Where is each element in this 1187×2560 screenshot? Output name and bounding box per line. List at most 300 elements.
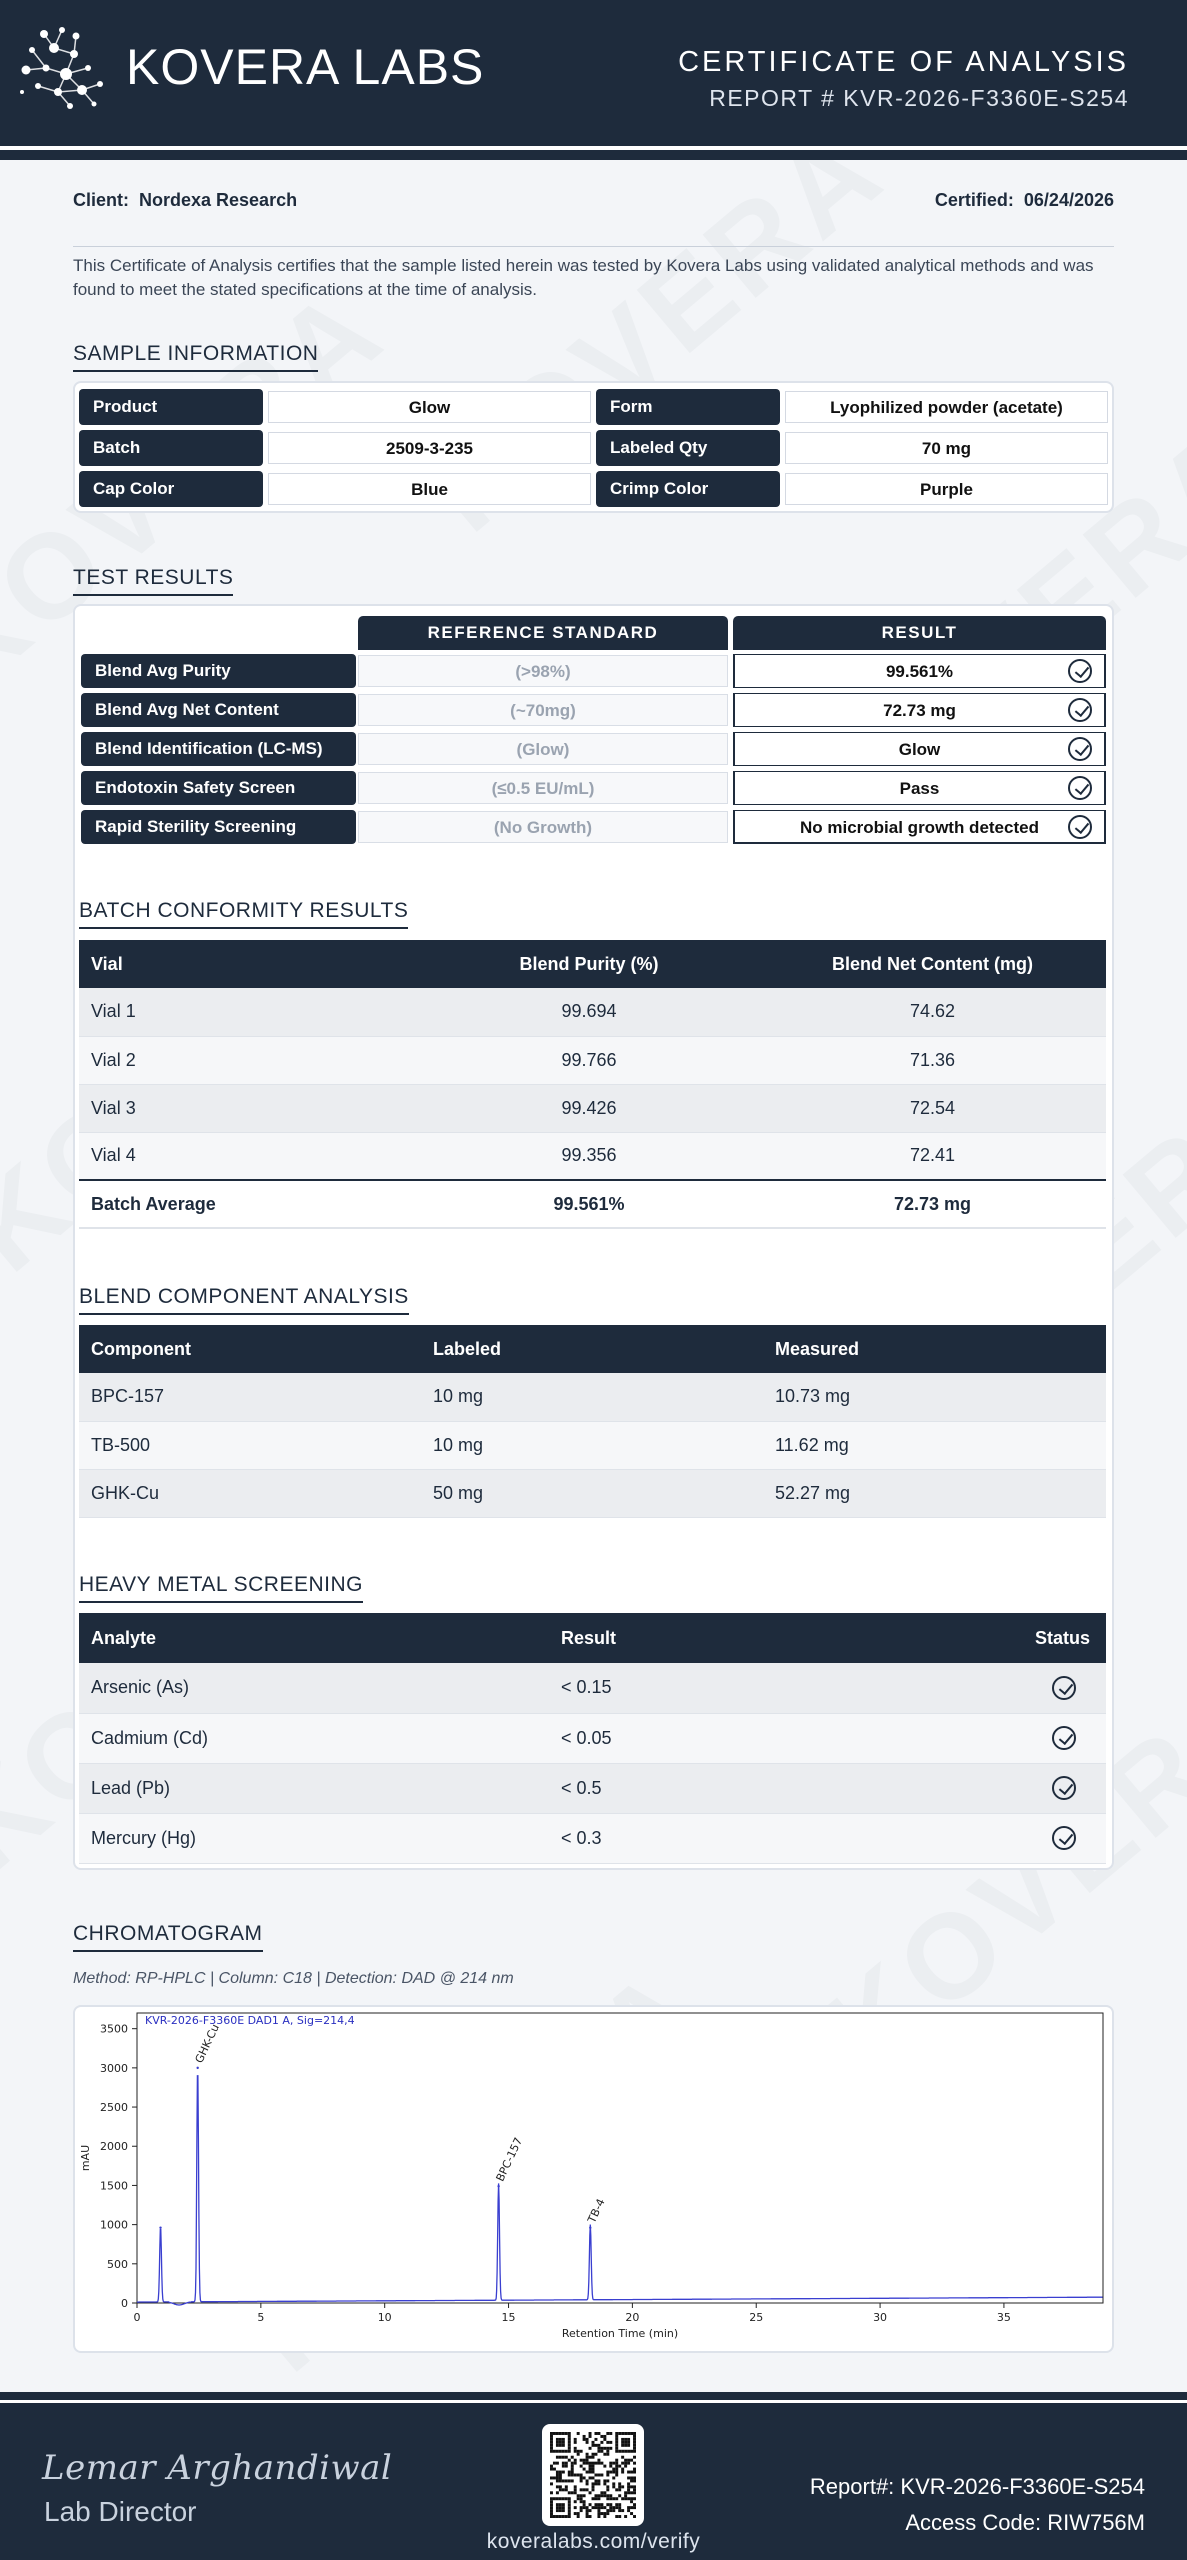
divider: [73, 246, 1114, 247]
qr-module: [603, 2479, 606, 2482]
qr-module: [618, 2494, 621, 2497]
qr-module: [615, 2488, 618, 2491]
client-label: Client:: [73, 190, 129, 210]
qr-module: [583, 2488, 586, 2491]
qr-module: [633, 2450, 636, 2453]
qr-module: [559, 2509, 562, 2512]
qr-module: [624, 2465, 627, 2468]
qr-module: [565, 2450, 568, 2453]
qr-module: [627, 2506, 630, 2509]
qr-module: [550, 2482, 553, 2485]
qr-module: [568, 2491, 571, 2494]
qr-module: [562, 2438, 565, 2441]
qr-module: [562, 2444, 565, 2447]
qr-module: [594, 2479, 597, 2482]
qr-module: [580, 2479, 583, 2482]
qr-module: [556, 2438, 559, 2441]
qr-module: [627, 2441, 630, 2444]
qr-module: [559, 2432, 562, 2435]
qr-module: [559, 2503, 562, 2506]
qr-module: [568, 2471, 571, 2474]
qr-module: [597, 2459, 600, 2462]
qr-module: [550, 2447, 553, 2450]
column-header: Labeled: [421, 1325, 763, 1373]
chromatogram-panel: [73, 2005, 1114, 2353]
qr-module: [577, 2512, 580, 2515]
qr-module: [606, 2485, 609, 2488]
qr-module: [586, 2453, 589, 2456]
qr-module: [568, 2479, 571, 2482]
qr-module: [630, 2432, 633, 2435]
qr-module: [627, 2485, 630, 2488]
qr-module: [606, 2497, 609, 2500]
heavy-metal-table: [79, 1613, 1106, 1864]
test-result: [733, 693, 1106, 727]
qr-module: [586, 2462, 589, 2465]
qr-module: [627, 2444, 630, 2447]
qr-module: [586, 2506, 589, 2509]
qr-module: [597, 2450, 600, 2453]
qr-module: [633, 2506, 636, 2509]
section-title-heavy-metal: HEAVY METAL SCREENING: [79, 1573, 363, 1603]
qr-module: [633, 2456, 636, 2459]
qr-module: [633, 2441, 636, 2444]
qr-module: [586, 2488, 589, 2491]
qr-module: [550, 2432, 553, 2435]
qr-module: [597, 2432, 600, 2435]
status-cell: [949, 1663, 1106, 1713]
qr-module: [615, 2441, 618, 2444]
qr-module: [556, 2462, 559, 2465]
qr-module: [597, 2512, 600, 2515]
qr-module: [627, 2509, 630, 2512]
qr-module: [556, 2474, 559, 2477]
qr-module: [583, 2435, 586, 2438]
qr-module: [618, 2503, 621, 2506]
qr-module: [586, 2479, 589, 2482]
qr-module: [580, 2476, 583, 2479]
qr-module: [597, 2479, 600, 2482]
qr-module: [612, 2485, 615, 2488]
qr-module: [559, 2441, 562, 2444]
qr-module: [597, 2503, 600, 2506]
qr-module: [597, 2447, 600, 2450]
sample-value: Blue: [268, 473, 591, 505]
qr-module: [550, 2468, 553, 2471]
table-row: [79, 1421, 1106, 1469]
qr-module: [574, 2488, 577, 2491]
column-header: Status: [949, 1613, 1106, 1663]
qr-module: [568, 2497, 571, 2500]
qr-module: [615, 2465, 618, 2468]
test-result-value: 99.561%: [885, 662, 954, 681]
qr-module: [624, 2515, 627, 2518]
qr-module: [592, 2465, 595, 2468]
table-cell: < 0.3: [549, 1813, 949, 1863]
qr-module: [600, 2503, 603, 2506]
check-icon: [1068, 737, 1092, 761]
intro-paragraph: This Certificate of Analysis certifies that the sample listed herein was tested by Kovera Labs using validated analytical methods and was found to meet the stated specifications at the time of analysis.: [73, 256, 1094, 299]
qr-module: [589, 2468, 592, 2471]
blend-component-table: [79, 1325, 1106, 1518]
qr-module: [600, 2512, 603, 2515]
y-tick-label: 2500: [100, 2101, 128, 2115]
qr-module: [562, 2432, 565, 2435]
section-title-test-results: TEST RESULTS: [73, 566, 233, 596]
qr-module: [630, 2512, 633, 2515]
section-title-batch-conformity: BATCH CONFORMITY RESULTS: [79, 899, 408, 929]
qr-module: [615, 2432, 618, 2435]
qr-module: [574, 2500, 577, 2503]
qr-module: [562, 2441, 565, 2444]
qr-module: [580, 2497, 583, 2500]
qr-module: [606, 2474, 609, 2477]
qr-module: [603, 2515, 606, 2518]
qr-module: [633, 2479, 636, 2482]
qr-module: [633, 2503, 636, 2506]
qr-module: [550, 2506, 553, 2509]
qr-module: [580, 2509, 583, 2512]
sample-label: Product: [79, 389, 263, 425]
qr-module: [594, 2438, 597, 2441]
qr-module: [553, 2468, 556, 2471]
peak-label: GHK-Cu: [192, 2022, 222, 2066]
qr-module: [565, 2485, 568, 2488]
sample-label: Batch: [79, 430, 263, 466]
table-cell: 99.356: [419, 1132, 759, 1180]
qr-module: [606, 2450, 609, 2453]
qr-module: [586, 2509, 589, 2512]
qr-module: [627, 2462, 630, 2465]
test-result: [733, 654, 1106, 688]
test-result-value: Glow: [898, 740, 941, 759]
qr-module: [565, 2456, 568, 2459]
qr-module: [606, 2512, 609, 2515]
qr-module: [592, 2441, 595, 2444]
table-cell: Mercury (Hg): [79, 1813, 549, 1863]
qr-module: [603, 2506, 606, 2509]
reference-standard-header: REFERENCE STANDARD: [358, 616, 728, 650]
table-row: [79, 1663, 1106, 1713]
qr-module: [574, 2491, 577, 2494]
peak-label: BPC-157: [493, 2135, 526, 2184]
chart-title: KVR-2026-F3360E DAD1 A, Sig=214,4: [145, 2014, 355, 2027]
qr-module: [594, 2453, 597, 2456]
qr-module: [630, 2485, 633, 2488]
test-reference: (Glow): [358, 733, 728, 765]
qr-module: [615, 2471, 618, 2474]
qr-module: [633, 2438, 636, 2441]
qr-module: [606, 2432, 609, 2435]
qr-module: [562, 2509, 565, 2512]
qr-module: [633, 2432, 636, 2435]
qr-module: [565, 2515, 568, 2518]
table-row: [79, 1132, 1106, 1180]
qr-module: [618, 2485, 621, 2488]
qr-module: [583, 2459, 586, 2462]
column-header: Analyte: [79, 1613, 549, 1663]
qr-module: [624, 2459, 627, 2462]
qr-module: [580, 2465, 583, 2468]
table-row: [79, 1373, 1106, 1421]
qr-module: [574, 2474, 577, 2477]
qr-module: [553, 2462, 556, 2465]
qr-module: [580, 2474, 583, 2477]
x-tick-label: 5: [257, 2311, 265, 2324]
sample-value: 2509-3-235: [268, 432, 591, 464]
batch-average-row: [79, 1180, 1106, 1228]
qr-module: [606, 2509, 609, 2512]
table-cell: < 0.5: [549, 1763, 949, 1813]
qr-module: [621, 2438, 624, 2441]
qr-module: [559, 2450, 562, 2453]
qr-module: [597, 2497, 600, 2500]
qr-module: [568, 2503, 571, 2506]
qr-module: [550, 2441, 553, 2444]
document-title: CERTIFICATE OF ANALYSIS: [678, 46, 1129, 78]
qr-module: [597, 2494, 600, 2497]
qr-module: [556, 2476, 559, 2479]
check-icon: [1052, 1776, 1076, 1800]
qr-module: [589, 2503, 592, 2506]
qr-module: [553, 2497, 556, 2500]
qr-module: [621, 2471, 624, 2474]
table-cell: 50 mg: [421, 1469, 763, 1517]
qr-module: [597, 2482, 600, 2485]
qr-module: [562, 2479, 565, 2482]
qr-module: [606, 2488, 609, 2491]
qr-module: [603, 2447, 606, 2450]
qr-module: [612, 2462, 615, 2465]
qr-module: [609, 2441, 612, 2444]
qr-module: [583, 2506, 586, 2509]
peak-apex: [159, 2227, 161, 2229]
table-cell: Vial 3: [79, 1084, 419, 1132]
y-axis-label: mAU: [79, 2144, 92, 2172]
table-cell: 99.561%: [419, 1180, 759, 1228]
qr-module: [589, 2447, 592, 2450]
sample-label: Labeled Qty: [596, 430, 780, 466]
qr-module: [609, 2447, 612, 2450]
table-cell: Lead (Pb): [79, 1763, 549, 1813]
table-cell: 72.41: [759, 1132, 1106, 1180]
qr-module: [574, 2441, 577, 2444]
qr-module: [568, 2512, 571, 2515]
qr-module: [624, 2444, 627, 2447]
qr-module: [609, 2462, 612, 2465]
qr-module: [589, 2476, 592, 2479]
qr-module: [633, 2497, 636, 2500]
qr-module: [630, 2450, 633, 2453]
qr-module: [609, 2503, 612, 2506]
result-header: RESULT: [733, 616, 1106, 650]
table-cell: Batch Average: [79, 1180, 419, 1228]
qr-module: [618, 2509, 621, 2512]
qr-module: [568, 2444, 571, 2447]
qr-module: [633, 2468, 636, 2471]
client-certified-row: [73, 190, 1114, 211]
qr-module: [562, 2503, 565, 2506]
qr-module: [553, 2432, 556, 2435]
qr-module: [553, 2476, 556, 2479]
qr-module: [580, 2494, 583, 2497]
qr-module: [633, 2435, 636, 2438]
qr-module: [589, 2491, 592, 2494]
qr-module: [568, 2435, 571, 2438]
column-header: Result: [549, 1613, 949, 1663]
table-cell: 99.766: [419, 1036, 759, 1084]
qr-module: [633, 2485, 636, 2488]
qr-module: [583, 2438, 586, 2441]
qr-module: [556, 2450, 559, 2453]
brand-name: KOVERA LABS: [126, 39, 485, 95]
qr-module: [556, 2444, 559, 2447]
x-tick-label: 0: [133, 2311, 141, 2324]
qr-module: [592, 2462, 595, 2465]
qr-module: [600, 2435, 603, 2438]
test-label: Endotoxin Safety Screen: [81, 771, 356, 805]
qr-module: [550, 2476, 553, 2479]
qr-module: [594, 2474, 597, 2477]
qr-module: [609, 2471, 612, 2474]
test-result-value: Pass: [899, 779, 940, 798]
qr-module: [580, 2450, 583, 2453]
footer-report-number: Report#: KVR-2026-F3360E-S254: [809, 2474, 1145, 2499]
chromatogram-trace: [137, 2076, 1103, 2305]
peak-apex: [497, 2185, 499, 2187]
qr-module: [577, 2474, 580, 2477]
check-icon: [1052, 1676, 1076, 1700]
table-cell: 71.36: [759, 1036, 1106, 1084]
qr-module: [633, 2476, 636, 2479]
qr-module: [624, 2491, 627, 2494]
footer-divider-line: [0, 2400, 1187, 2403]
qr-module: [597, 2474, 600, 2477]
qr-module: [589, 2456, 592, 2459]
qr-module: [550, 2450, 553, 2453]
qr-module: [630, 2471, 633, 2474]
qr-module: [568, 2515, 571, 2518]
header-divider: [0, 146, 1187, 150]
qr-code-icon: [550, 2432, 636, 2518]
qr-module: [609, 2432, 612, 2435]
qr-module: [583, 2476, 586, 2479]
qr-module: [571, 2471, 574, 2474]
qr-module: [609, 2465, 612, 2468]
footer-divider: [0, 2392, 1187, 2400]
table-cell: GHK-Cu: [79, 1469, 421, 1517]
qr-module: [583, 2503, 586, 2506]
sample-label: Form: [596, 389, 780, 425]
qr-module: [562, 2450, 565, 2453]
test-label: Blend Avg Net Content: [81, 693, 356, 727]
qr-module: [556, 2515, 559, 2518]
qr-module: [550, 2503, 553, 2506]
qr-module: [600, 2491, 603, 2494]
qr-module: [592, 2453, 595, 2456]
sample-value: Purple: [785, 473, 1108, 505]
check-icon: [1068, 659, 1092, 683]
verification-qr-code[interactable]: [542, 2424, 644, 2526]
qr-module: [624, 2494, 627, 2497]
qr-module: [559, 2488, 562, 2491]
sample-value: Lyophilized powder (acetate): [785, 391, 1108, 423]
test-label: Rapid Sterility Screening: [81, 810, 356, 844]
qr-module: [568, 2506, 571, 2509]
table-cell: 72.54: [759, 1084, 1106, 1132]
table-cell: 10 mg: [421, 1421, 763, 1469]
qr-module: [600, 2474, 603, 2477]
table-cell: BPC-157: [79, 1373, 421, 1421]
qr-module: [589, 2515, 592, 2518]
qr-module: [615, 2447, 618, 2450]
qr-module: [550, 2497, 553, 2500]
qr-module: [586, 2471, 589, 2474]
qr-module: [568, 2500, 571, 2503]
x-tick-label: 10: [377, 2311, 392, 2324]
qr-module: [592, 2456, 595, 2459]
qr-module: [574, 2512, 577, 2515]
qr-module: [618, 2482, 621, 2485]
qr-module: [603, 2465, 606, 2468]
qr-module: [571, 2491, 574, 2494]
certified-label: Certified:: [934, 190, 1014, 210]
director-signature: Lemar Arghandiwal: [42, 2448, 393, 2488]
qr-module: [621, 2432, 624, 2435]
qr-module: [618, 2515, 621, 2518]
verify-link[interactable]: koveralabs.com/verify: [486, 2530, 701, 2553]
qr-module: [624, 2432, 627, 2435]
qr-module: [627, 2438, 630, 2441]
client-value: Nordexa Research: [139, 190, 298, 210]
qr-module: [559, 2438, 562, 2441]
qr-module: [586, 2482, 589, 2485]
qr-module: [559, 2456, 562, 2459]
qr-module: [594, 2482, 597, 2485]
qr-module: [565, 2479, 568, 2482]
status-cell: [949, 1763, 1106, 1813]
qr-module: [621, 2462, 624, 2465]
qr-module: [592, 2476, 595, 2479]
check-icon: [1068, 776, 1092, 800]
qr-module: [600, 2447, 603, 2450]
qr-module: [612, 2506, 615, 2509]
qr-module: [583, 2468, 586, 2471]
qr-module: [627, 2459, 630, 2462]
qr-module: [606, 2494, 609, 2497]
qr-module: [571, 2474, 574, 2477]
y-tick-label: 2000: [100, 2140, 128, 2154]
qr-module: [618, 2506, 621, 2509]
qr-module: [574, 2485, 577, 2488]
qr-module: [621, 2497, 624, 2500]
qr-module: [577, 2497, 580, 2500]
qr-module: [609, 2494, 612, 2497]
qr-module: [589, 2509, 592, 2512]
y-tick-label: 3000: [100, 2061, 128, 2075]
qr-module: [630, 2500, 633, 2503]
status-cell: [949, 1713, 1106, 1763]
qr-module: [597, 2506, 600, 2509]
test-reference: (~70mg): [358, 694, 728, 726]
table-row: [79, 1469, 1106, 1517]
qr-module: [556, 2497, 559, 2500]
qr-module: [606, 2453, 609, 2456]
qr-module: [627, 2450, 630, 2453]
peak-label: TB-4: [585, 2196, 608, 2226]
check-icon: [1068, 698, 1092, 722]
report-header: [0, 0, 1187, 146]
